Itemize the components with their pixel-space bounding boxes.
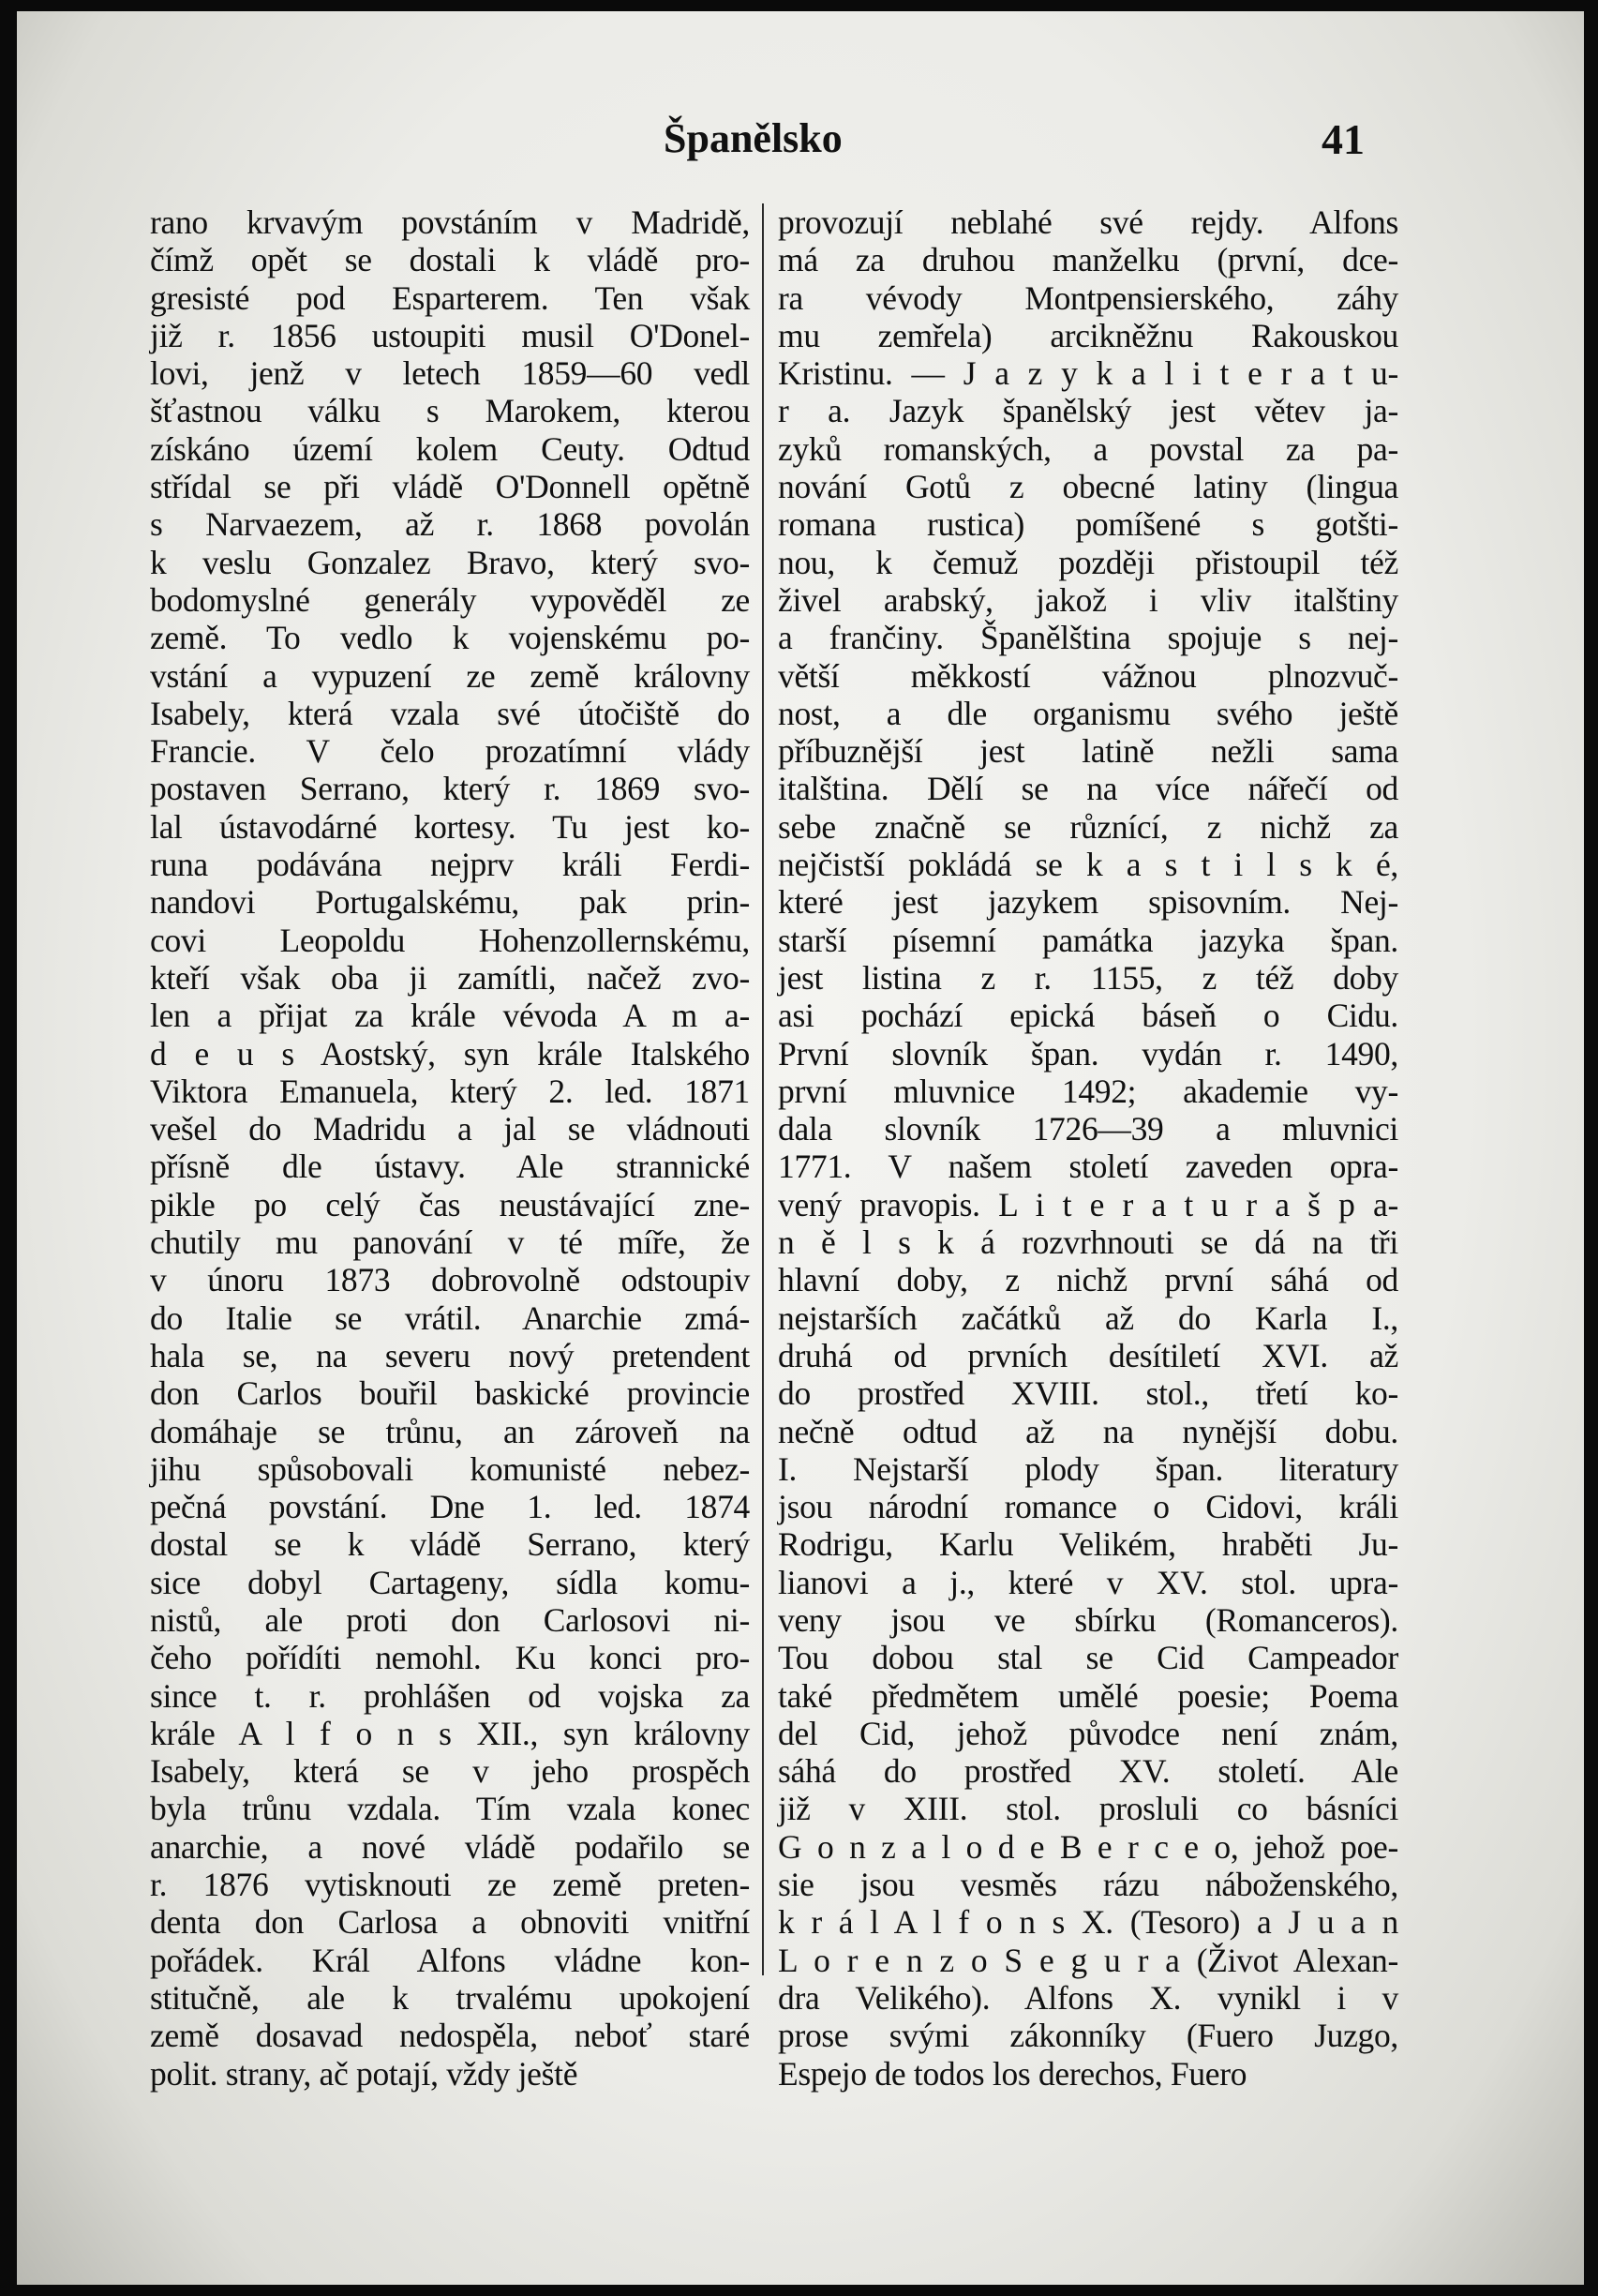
text-line: vstání a vypuzení ze země královny <box>150 656 750 695</box>
text-line: Isabely, která vzala své útočiště do <box>150 694 750 732</box>
text-line: krále A l f o n s XII., syn královny <box>150 1714 750 1752</box>
text-line: dala slovník 1726—39 a mluvnici <box>778 1110 1398 1148</box>
column-divider <box>762 203 764 1975</box>
book-page <box>17 11 1584 2285</box>
text-line: starší písemní památka jazyka špan. <box>778 921 1398 959</box>
text-line: don Carlos bouřil baskické provincie <box>150 1374 750 1413</box>
text-line: postaven Serrano, který r. 1869 svo- <box>150 770 750 808</box>
text-line: jihu spůsobovali komunisté nebez- <box>150 1449 750 1488</box>
text-line: sáhá do prostřed XV. století. Ale <box>778 1752 1398 1791</box>
text-line: domáhaje se trůnu, an zároveň na <box>150 1412 750 1450</box>
text-line: L o r e n z o S e g u r a (Život Alexan- <box>778 1941 1398 1979</box>
text-line: k r á l A l f o n s X. (Tesoro) a J u a n <box>778 1903 1398 1942</box>
page-number: 41 <box>1322 115 1365 163</box>
text-line: provozují neblahé své rejdy. Alfons <box>778 203 1398 241</box>
text-line: dostal se k vládě Serrano, který <box>150 1525 750 1564</box>
text-line: v únoru 1873 dobrovolně odstoupiv <box>150 1261 750 1299</box>
text-line: d e u s Aostský, syn krále Italského <box>150 1034 750 1073</box>
text-line: příbuznější jest latině nežli sama <box>778 732 1398 771</box>
running-head <box>17 114 1584 171</box>
text-line: pikle po celý čas neustávající zne- <box>150 1185 750 1223</box>
text-line: n ě l s k á rozvrhnouti se dá na tři <box>778 1223 1398 1262</box>
text-line: lovi, jenž v letech 1859—60 vedl <box>150 354 750 393</box>
right-text-column <box>778 203 1398 2093</box>
text-line: do Italie se vrátil. Anarchie zmá- <box>150 1298 750 1337</box>
text-line: r. 1876 vytisknouti ze země preten- <box>150 1866 750 1904</box>
text-line: denta don Carlosa a obnoviti vnitřní <box>150 1903 750 1942</box>
text-line: země. To vedlo k vojenskému po- <box>150 619 750 657</box>
text-line: romana rustica) pomíšené s gotšti- <box>778 505 1398 544</box>
text-line: nou, k čemuž později přistoupil též <box>778 543 1398 581</box>
text-line: nečně odtud až na nynější dobu. <box>778 1412 1398 1450</box>
text-line: čeho pořídíti nemohl. Ku konci pro- <box>150 1639 750 1677</box>
text-line: má za druhou manželku (první, dce- <box>778 241 1398 279</box>
text-line: polit. strany, ač potají, vždy ještě <box>150 2054 578 2093</box>
text-line: nistů, ale proti don Carlosovi ni- <box>150 1600 750 1639</box>
text-line: nandovi Portugalskému, pak prin- <box>150 883 750 922</box>
text-line: větší měkkostí vážnou plnozvuč- <box>778 656 1398 695</box>
text-line: kteří však oba ji zamítli, načež zvo- <box>150 958 750 997</box>
text-line: nost, a dle organismu svého ještě <box>778 694 1398 732</box>
text-line: lal ústavodárné kortesy. Tu jest ko- <box>150 807 750 846</box>
text-line: již r. 1856 ustoupiti musil O'Donel- <box>150 316 750 354</box>
text-line: mu zemřela) arcikněžnu Rakouskou <box>778 316 1398 354</box>
text-line: a frančiny. Španělština spojuje s nej- <box>778 619 1398 657</box>
text-line: Isabely, která se v jeho prospěch <box>150 1752 750 1791</box>
text-line: prose svými zákonníky (Fuero Juzgo, <box>778 2017 1398 2055</box>
text-line: Francie. V čelo prozatímní vlády <box>150 732 750 771</box>
text-line: byla trůnu vzdala. Tím vzala konec <box>150 1790 750 1828</box>
text-line: runa podávána nejprv králi Ferdi- <box>150 846 750 884</box>
text-line: živel arabský, jakož i vliv italštiny <box>778 580 1398 619</box>
text-line: šťastnou válku s Marokem, kterou <box>150 392 750 430</box>
text-line: ra vévody Montpensierského, záhy <box>778 278 1398 317</box>
text-line: Viktora Emanuela, který 2. led. 1871 <box>150 1072 750 1110</box>
text-line: since t. r. prohlášen od vojska za <box>150 1676 750 1715</box>
text-line: sebe značně se různící, z nichž za <box>778 807 1398 846</box>
text-line: italština. Dělí se na více nářečí od <box>778 770 1398 808</box>
page-header-title: Španělsko <box>664 115 843 161</box>
text-line: gresisté pod Esparterem. Ten však <box>150 278 750 317</box>
text-line: do prostřed XVIII. stol., třetí ko- <box>778 1374 1398 1413</box>
text-line: země dosavad nedospěla, neboť staré <box>150 2017 750 2055</box>
text-line: čímž opět se dostali k vládě pro- <box>150 241 750 279</box>
text-line: bodomyslné generály vypověděl ze <box>150 580 750 619</box>
text-line: r a. Jazyk španělský jest větev ja- <box>778 392 1398 430</box>
text-line: dra Velikého). Alfons X. vynikl i v <box>778 1978 1398 2017</box>
text-line: první mluvnice 1492; akademie vy- <box>778 1072 1398 1110</box>
text-line: Espejo de todos los derechos, Fuero <box>778 2054 1247 2093</box>
text-line: del Cid, jehož původce není znám, <box>778 1714 1398 1752</box>
text-line: sice dobyl Cartageny, sídla komu- <box>150 1563 750 1601</box>
text-line: len a přijat za krále vévoda A m a- <box>150 997 750 1035</box>
text-line: pečná povstání. Dne 1. led. 1874 <box>150 1488 750 1526</box>
text-line: G o n z a l o d e B e r c e o, jehož poe- <box>778 1827 1398 1866</box>
text-line: sie jsou vesměs rázu náboženského, <box>778 1866 1398 1904</box>
text-line: I. Nejstarší plody špan. literatury <box>778 1449 1398 1488</box>
text-line: První slovník špan. vydán r. 1490, <box>778 1034 1398 1073</box>
text-line: Kristinu. — J a z y k a l i t e r a t u- <box>778 354 1398 393</box>
text-line: které jest jazykem spisovním. Nej- <box>778 883 1398 922</box>
text-line: pořádek. Král Alfons vládne kon- <box>150 1941 750 1979</box>
text-line: anarchie, a nové vládě podařilo se <box>150 1827 750 1866</box>
left-text-column <box>150 203 750 2093</box>
text-line: vešel do Madridu a jal se vládnouti <box>150 1110 750 1148</box>
text-line: jest listina z r. 1155, z též doby <box>778 958 1398 997</box>
text-line: k veslu Gonzalez Bravo, který svo- <box>150 543 750 581</box>
text-line: druhá od prvních desítiletí XVI. až <box>778 1336 1398 1374</box>
text-line: získáno území kolem Ceuty. Odtud <box>150 429 750 468</box>
text-line: s Narvaezem, až r. 1868 povolán <box>150 505 750 544</box>
text-line: střídal se při vládě O'Donnell opětně <box>150 468 750 506</box>
text-line: zyků romanských, a povstal za pa- <box>778 429 1398 468</box>
text-line: chutily mu panování v té míře, že <box>150 1223 750 1262</box>
text-line: již v XIII. stol. prosluli co básníci <box>778 1790 1398 1828</box>
text-line: covi Leopoldu Hohenzollernskému, <box>150 921 750 959</box>
text-line: nejčistší pokládá se k a s t i l s k é, <box>778 846 1398 884</box>
text-line: Rodrigu, Karlu Velikém, hraběti Ju- <box>778 1525 1398 1564</box>
text-line: přísně dle ústavy. Ale strannické <box>150 1148 750 1186</box>
text-line: hala se, na severu nový pretendent <box>150 1336 750 1374</box>
text-line: Tou dobou stal se Cid Campeador <box>778 1639 1398 1677</box>
text-line: asi pochází epická báseň o Cidu. <box>778 997 1398 1035</box>
text-line: hlavní doby, z nichž první sáhá od <box>778 1261 1398 1299</box>
text-line: veny jsou ve sbírku (Romanceros). <box>778 1600 1398 1639</box>
text-line: rano krvavým povstáním v Madridě, <box>150 203 750 241</box>
text-line: 1771. V našem století zaveden opra- <box>778 1148 1398 1186</box>
text-line: vený pravopis. L i t e r a t u r a š p a- <box>778 1185 1398 1223</box>
text-line: lianovi a j., které v XV. stol. upra- <box>778 1563 1398 1601</box>
text-line: jsou národní romance o Cidovi, králi <box>778 1488 1398 1526</box>
text-line: nejstarších začátků až do Karla I., <box>778 1298 1398 1337</box>
text-line: stitučně, ale k trvalému upokojení <box>150 1978 750 2017</box>
text-line: také předmětem umělé poesie; Poema <box>778 1676 1398 1715</box>
text-line: nování Gotů z obecné latiny (lingua <box>778 468 1398 506</box>
